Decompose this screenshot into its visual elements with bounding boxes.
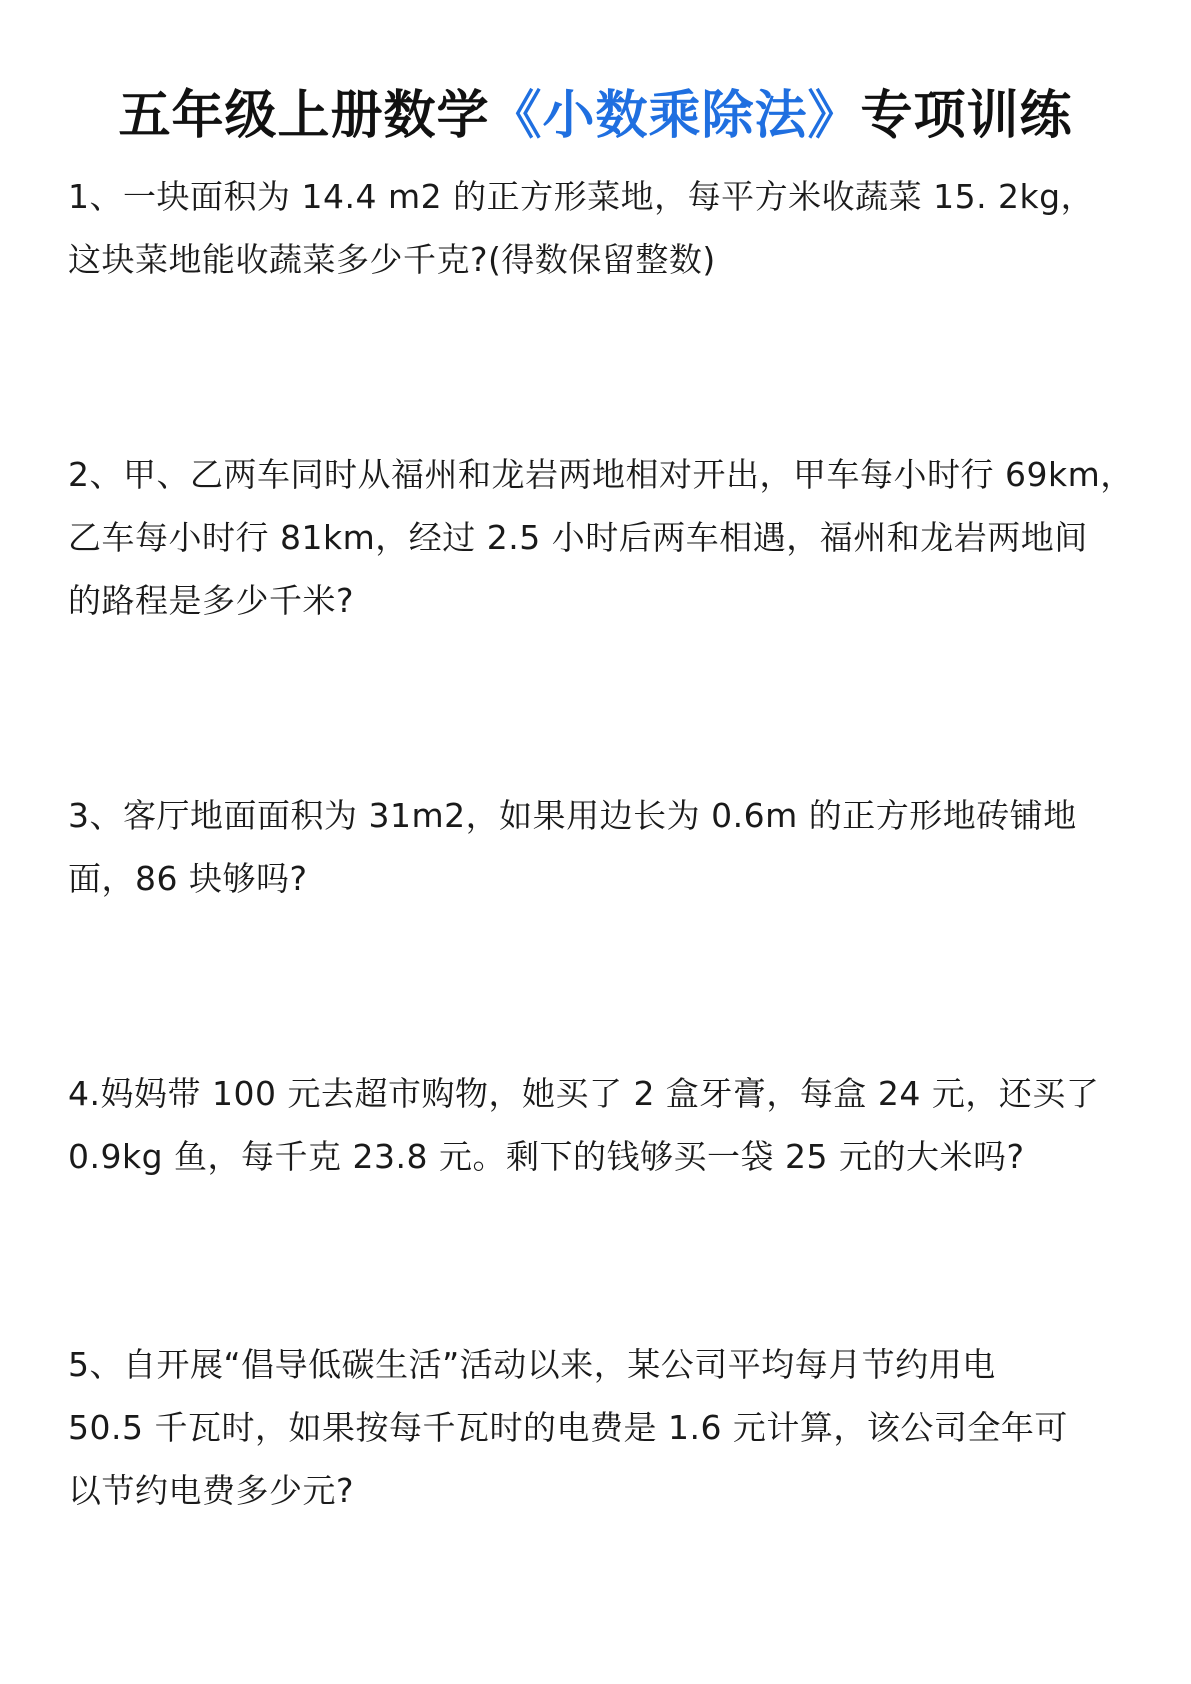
question-line: 乙车每小时行 81km，经过 2.5 小时后两车相遇，福州和龙岩两地间 <box>68 518 1088 557</box>
question-line: 2、甲、乙两车同时从福州和龙岩两地相对开出，甲车每小时行 69km， <box>68 455 1134 494</box>
title-prefix: 五年级上册数学 <box>118 86 490 146</box>
question-line: 5、自开展“倡导低碳生活”活动以来，某公司平均每月节约用电 <box>68 1345 996 1384</box>
question-4 <box>68 1062 1128 1188</box>
question-line: 面，86 块够吗? <box>68 859 308 898</box>
page-title <box>0 84 1191 148</box>
question-line: 0.9kg 鱼，每千克 23.8 元。剩下的钱够买一袋 25 元的大米吗? <box>68 1137 1025 1176</box>
question-1 <box>68 165 1128 291</box>
question-line: 1、一块面积为 14.4 m2 的正方形菜地，每平方米收蔬菜 15. 2kg， <box>68 177 1095 216</box>
question-2 <box>68 443 1134 632</box>
question-line: 的路程是多少千米? <box>68 581 355 620</box>
title-highlight: 《小数乘除法》 <box>489 86 861 146</box>
question-line: 这块菜地能收蔬菜多少千克?(得数保留整数) <box>68 240 716 279</box>
question-line: 以节约电费多少元? <box>68 1471 355 1510</box>
question-line: 50.5 千瓦时，如果按每千瓦时的电费是 1.6 元计算，该公司全年可 <box>68 1408 1068 1447</box>
question-line: 4.妈妈带 100 元去超市购物，她买了 2 盒牙膏，每盒 24 元，还买了 <box>68 1074 1100 1113</box>
question-line: 3、客厅地面面积为 31m2，如果用边长为 0.6m 的正方形地砖铺地 <box>68 796 1077 835</box>
question-3 <box>68 784 1128 910</box>
question-5 <box>68 1333 1128 1522</box>
title-suffix: 专项训练 <box>860 86 1073 146</box>
